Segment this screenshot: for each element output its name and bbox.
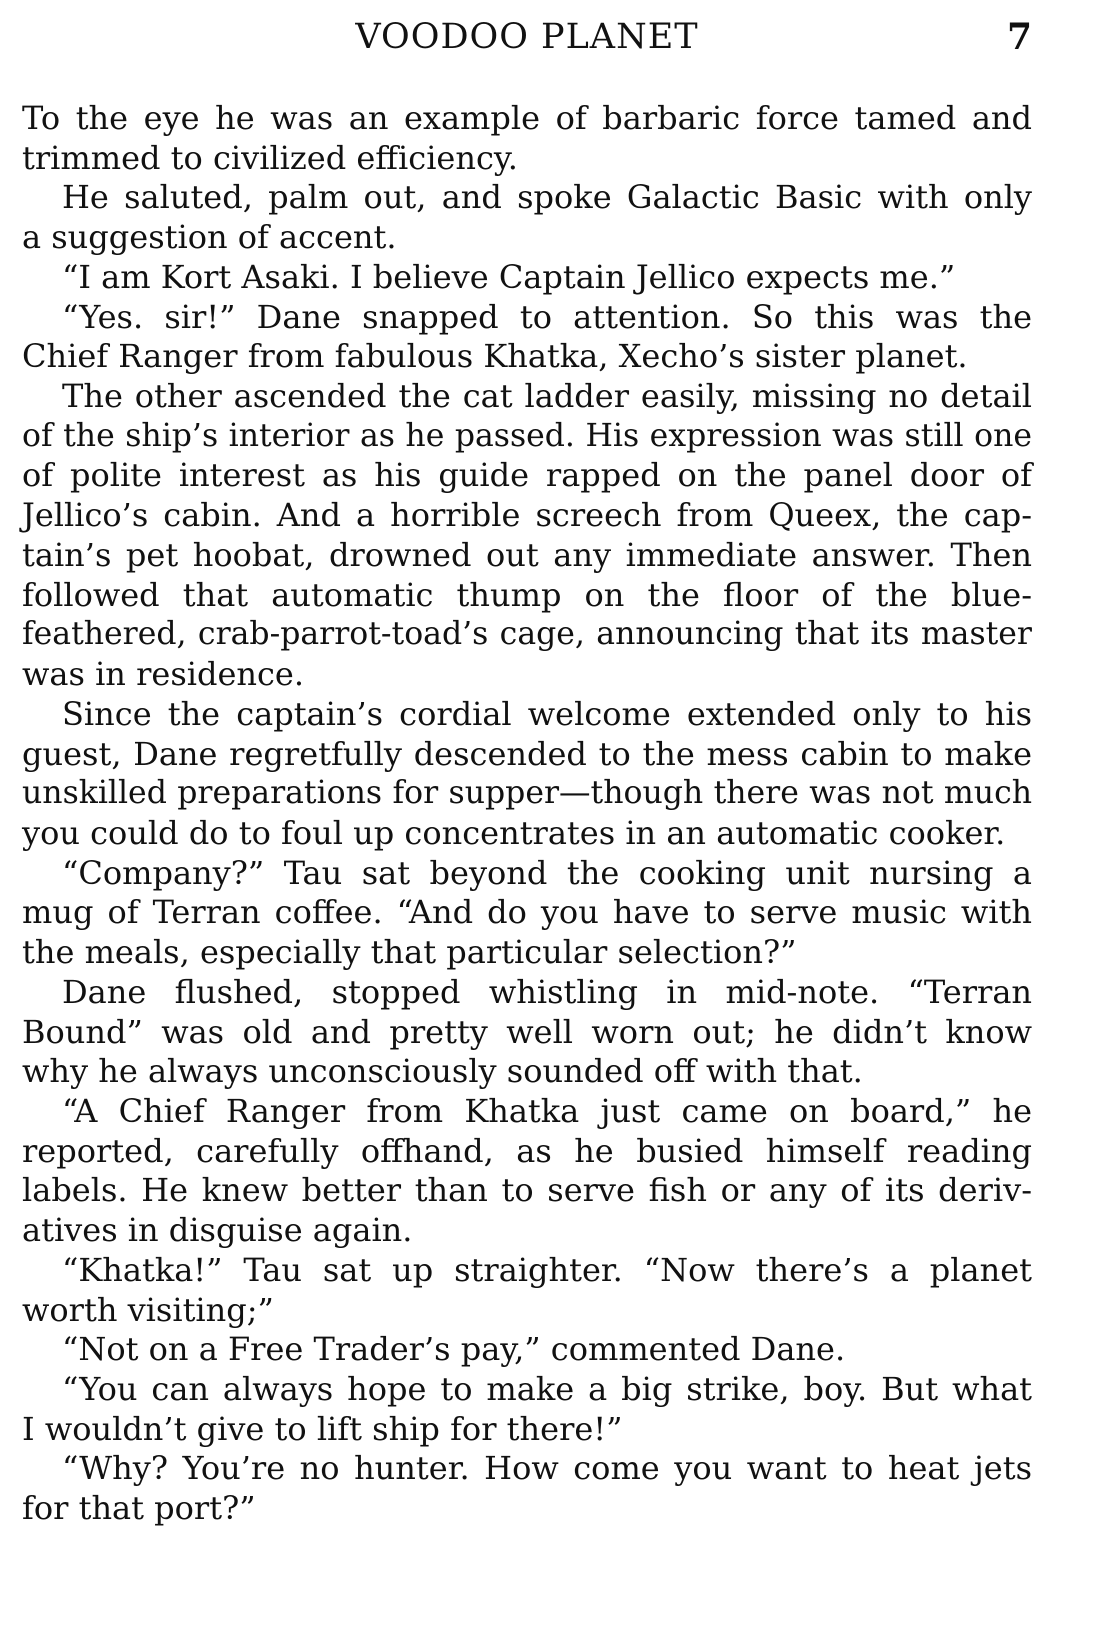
text-line: trimmed to civilized efficiency. [22,138,518,177]
running-title: VOODOO PLANET [355,17,699,57]
text-line: worth visiting;” [22,1290,274,1329]
text-line: “Not on a Free Trader’s pay,” commented Dane. [62,1330,846,1369]
text-line: a suggestion of accent. [22,218,397,257]
text-line: was in residence. [22,655,305,694]
text-line: Since the captain’s cordial welcome extended only to his [62,694,1032,733]
text-line: unskilled preparations for supper—though there was not much [22,775,1032,812]
text-line: “Company?” Tau sat beyond the cooking unit nursing a [62,853,1032,892]
running-head [22,12,1032,62]
text-line: To the eye he was an example of barbaric force tamed and [22,99,1032,137]
text-line: why he always unconsciously sounded off with that. [22,1052,863,1091]
text-line: “Why? You’re no hunter. How come you want to heat jets [62,1449,1032,1488]
text-line: The other ascended the cat ladder easily, missing no detail [62,377,1032,416]
text-line: Jellico’s cabin. And a horrible screech from Queex, the cap- [22,496,1032,535]
text-line: of polite interest as his guide rapped on the panel door of [22,456,1032,495]
text-line: Bound” was old and pretty well worn out; he didn’t know [22,1012,1032,1051]
text-line: you could do to foul up concentrates in an automatic cooker. [22,813,1006,852]
text-line: labels. He knew better than to serve fish or any of its deriv- [22,1171,1032,1210]
page-number: 7 [1006,16,1032,58]
text-line: the meals, especially that particular selection?” [22,933,797,972]
text-line: He saluted, palm out, and spoke Galactic Basic with only [62,178,1032,217]
text-line: “A Chief Ranger from Khatka just came on board,” he [62,1091,1032,1130]
text-line: “Yes. sir!” Dane snapped to attention. So this was the [62,297,1032,336]
text-line: “I am Kort Asaki. I believe Captain Jellico expects me.” [62,257,956,296]
book-page [22,0,1032,1641]
text-line: mug of Terran coffee. “And do you have to serve music with [22,893,1032,932]
text-line: “Khatka!” Tau sat up straighter. “Now there’s a planet [62,1250,1032,1289]
text-line: Dane flushed, stopped whistling in mid-note. “Terran [62,972,1032,1011]
text-line: atives in disguise again. [22,1211,413,1250]
text-line: I wouldn’t give to lift ship for there!” [22,1409,623,1448]
text-line: tain’s pet hoobat, drowned out any immediate answer. Then [22,535,1032,574]
text-line: followed that automatic thump on the floor of the blue- [22,575,1032,614]
text-line: “You can always hope to make a big strike, boy. But what [62,1370,1032,1408]
text-line: of the ship’s interior as he passed. His expression was still one [22,417,1032,454]
text-line: reported, carefully offhand, as he busied himself reading [22,1131,1032,1170]
text-line: for that port?” [22,1489,256,1528]
body-text [22,99,1032,1529]
text-line: Chief Ranger from fabulous Khatka, Xecho’s sister planet. [22,337,968,376]
text-line: guest, Dane regretfully descended to the mess cabin to make [22,734,1032,773]
text-line: feathered, crab-parrot-toad’s cage, announcing that its master [22,616,1032,653]
